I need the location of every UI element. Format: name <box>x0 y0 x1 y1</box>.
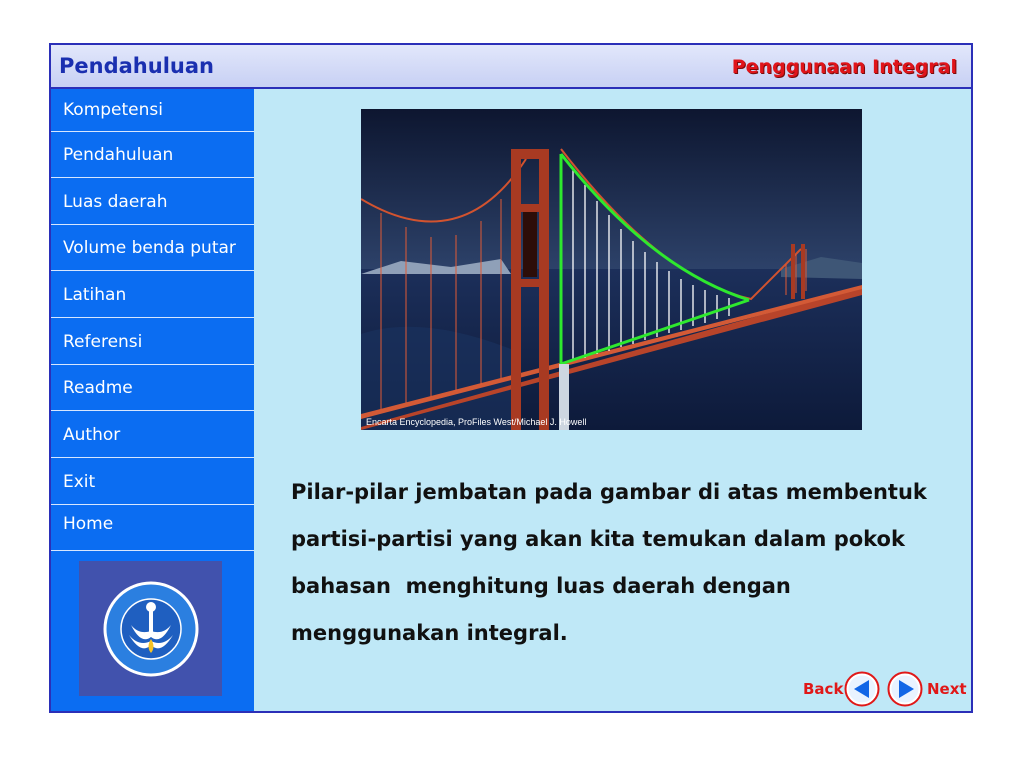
sidebar-item-label: Readme <box>63 378 133 398</box>
sidebar-item-label: Pendahuluan <box>63 145 174 165</box>
image-caption: Encarta Encyclopedia, ProFiles West/Michael J. Howell <box>366 417 587 427</box>
sidebar-item-label: Home <box>63 514 114 534</box>
paragraph-line: Pilar-pilar jembatan pada gambar di atas membentuk <box>291 480 927 504</box>
next-button[interactable] <box>887 671 923 707</box>
topic-title: Penggunaan Integral <box>731 56 957 78</box>
header-bar <box>51 45 971 89</box>
sidebar-item-label: Latihan <box>63 284 127 305</box>
sidebar-item-label: Volume benda putar <box>63 238 236 258</box>
sidebar-item-exit[interactable] <box>51 459 254 505</box>
sidebar-item-referensi[interactable] <box>51 319 254 365</box>
emblem-icon <box>101 579 201 679</box>
sidebar-item-author[interactable] <box>51 412 254 458</box>
sidebar-item-readme[interactable] <box>51 366 254 411</box>
sidebar-item-kompetensi[interactable] <box>51 89 254 132</box>
sidebar-nav <box>51 89 254 711</box>
sidebar-item-luas-daerah[interactable] <box>51 179 254 225</box>
body-paragraph <box>291 469 951 657</box>
sidebar-item-home[interactable] <box>51 506 254 551</box>
bridge-illustration <box>361 109 862 430</box>
sidebar-item-pendahuluan[interactable] <box>51 133 254 178</box>
slide-frame <box>49 43 973 713</box>
paragraph-line: menggunakan integral. <box>291 621 568 645</box>
sidebar-item-label: Kompetensi <box>63 100 163 120</box>
section-title: Pendahuluan <box>59 54 214 78</box>
back-label[interactable]: Back <box>803 680 844 698</box>
arrow-left-icon <box>844 671 880 707</box>
sidebar-item-label: Author <box>63 424 121 445</box>
tut-wuri-handayani-logo <box>79 561 222 696</box>
sidebar-item-latihan[interactable] <box>51 272 254 318</box>
next-label[interactable]: Next <box>927 680 967 698</box>
paragraph-line: partisi-partisi yang akan kita temukan dalam pokok <box>291 527 905 551</box>
back-button[interactable] <box>844 671 880 707</box>
sidebar-item-volume-benda-putar[interactable] <box>51 226 254 271</box>
sidebar-item-label: Referensi <box>63 331 143 352</box>
golden-gate-bridge-photo <box>361 109 862 430</box>
paragraph-line: bahasan menghitung luas daerah dengan <box>291 574 791 598</box>
sidebar-item-label: Luas daerah <box>63 191 168 212</box>
arrow-right-icon <box>887 671 923 707</box>
sidebar-item-label: Exit <box>63 471 96 492</box>
